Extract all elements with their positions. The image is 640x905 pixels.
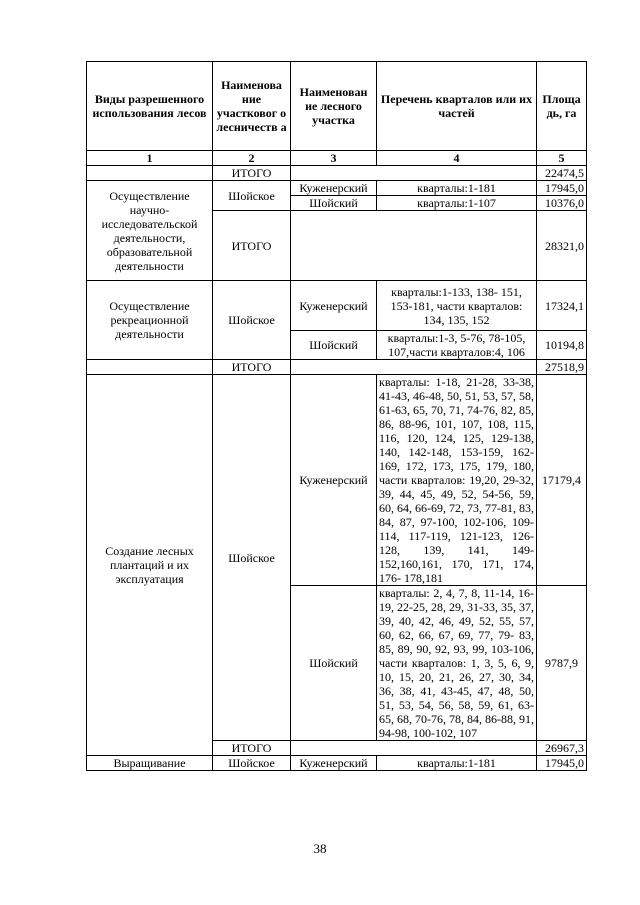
header-quarters: Перечень кварталов или их частей [377, 62, 537, 151]
parcel-cell: Куженерский [291, 281, 377, 331]
parcel-cell: Куженерский [291, 181, 377, 196]
forestry-cell: Шойское [213, 375, 291, 741]
forestry-cell: Шойское [213, 756, 291, 771]
header-use-type: Виды разрешенного использования лесов [87, 62, 213, 151]
area-cell: 17324,1 [537, 281, 587, 331]
quarters-cell: кварталы:1-133, 138- 151, 153-181, части кварталов: 134, 135, 152 [377, 281, 537, 331]
area-cell: 10194,8 [537, 331, 587, 360]
header-parcel: Наименован ие лесного участка [291, 62, 377, 151]
use-type-cell: Выращивание [87, 756, 213, 771]
quarters-cell: кварталы:1-3, 5-76, 78-105, 107,части кварталов:4, 106 [377, 331, 537, 360]
table-row-itogo [87, 360, 587, 375]
itogo-area: 28321,0 [537, 211, 587, 281]
page-number: 38 [313, 841, 327, 856]
table-row [87, 375, 587, 586]
col-number: 3 [291, 151, 377, 166]
use-type-cell: Осуществление научно-исследовательской деятельности, образовательной деятельности [87, 181, 213, 281]
itogo-area: 26967,3 [537, 741, 587, 756]
col-number: 4 [377, 151, 537, 166]
parcel-cell: Куженерский [291, 375, 377, 586]
header-area: Площа дь, га [537, 62, 587, 151]
area-cell: 9787,9 [537, 586, 587, 741]
quarters-cell: кварталы:1-181 [377, 756, 537, 771]
quarters-cell: кварталы:1-107 [377, 196, 537, 211]
use-type-cell: Осуществление рекреационной деятельности [87, 281, 213, 360]
table-row [87, 756, 587, 771]
itogo-label: ИТОГО [213, 211, 291, 281]
area-cell: 17945,0 [537, 181, 587, 196]
area-cell: 17179,4 [537, 375, 587, 586]
use-type-cell: Создание лесных плантаций и их эксплуатация [87, 375, 213, 756]
itogo-label: ИТОГО [213, 360, 291, 375]
parcel-cell: Шойский [291, 196, 377, 211]
header-forestry: Наименова ние участковог о лесничеств а [213, 62, 291, 151]
quarters-cell: кварталы:1-181 [377, 181, 537, 196]
col-number: 2 [213, 151, 291, 166]
parcel-cell: Шойский [291, 586, 377, 741]
itogo-area: 27518,9 [537, 360, 587, 375]
area-cell: 17945,0 [537, 756, 587, 771]
forestry-cell: Шойское [213, 181, 291, 211]
area-cell: 10376,0 [537, 196, 587, 211]
table-row-itogo [87, 166, 587, 181]
col-number: 1 [87, 151, 213, 166]
table-row [87, 181, 587, 196]
column-number-row [87, 151, 587, 166]
quarters-cell: кварталы: 1-18, 21-28, 33-38, 41-43, 46-48, 50, 51, 53, 57, 58, 61-63, 65, 70, 71, 74-76, 82, 85, 86, 88-96, 101, 107, 108, 115, 116, 120, 124, 125, 129-138, 140, 142-148, 153-159, 162-169, 172, 173, 175, 179, 180, части кварталов: 19,20, 29-32, 39, 44, 45, 49, 52, 54-56, 59, 60, 64, 66-69, 72, 73, 77-81, 83, 84, 87, 97-100, 102-106, 109-114, 117-119, 121-123, 126-128, 139, 141, 149-152,160,161, 170, 171, 174, 176- 178,181 [377, 375, 537, 586]
parcel-cell: Шойский [291, 331, 377, 360]
itogo-label: ИТОГО [213, 741, 291, 756]
forest-use-table [86, 61, 587, 771]
quarters-cell: кварталы: 2, 4, 7, 8, 11-14, 16-19, 22-25, 28, 29, 31-33, 35, 37, 39, 40, 42, 46, 49, 52, 55, 57, 60, 62, 66, 67, 69, 77, 79- 83, 85, 89, 90, 92, 93, 99, 103-106, части кварталов: 1, 3, 5, 6, 9, 10, 15, 20, 21, 26, 27, 30, 34, 36, 38, 41, 43-45, 47, 48, 50, 51, 53, 54, 56, 58, 59, 61, 63-65, 68, 70-76, 78, 84, 86-88, 91, 94-98, 100-102, 107 [377, 586, 537, 741]
table-header-row [87, 62, 587, 151]
forestry-cell: Шойское [213, 281, 291, 360]
itogo-label: ИТОГО [213, 166, 291, 181]
itogo-area: 22474,5 [537, 166, 587, 181]
parcel-cell: Куженерский [291, 756, 377, 771]
col-number: 5 [537, 151, 587, 166]
table-row [87, 281, 587, 331]
